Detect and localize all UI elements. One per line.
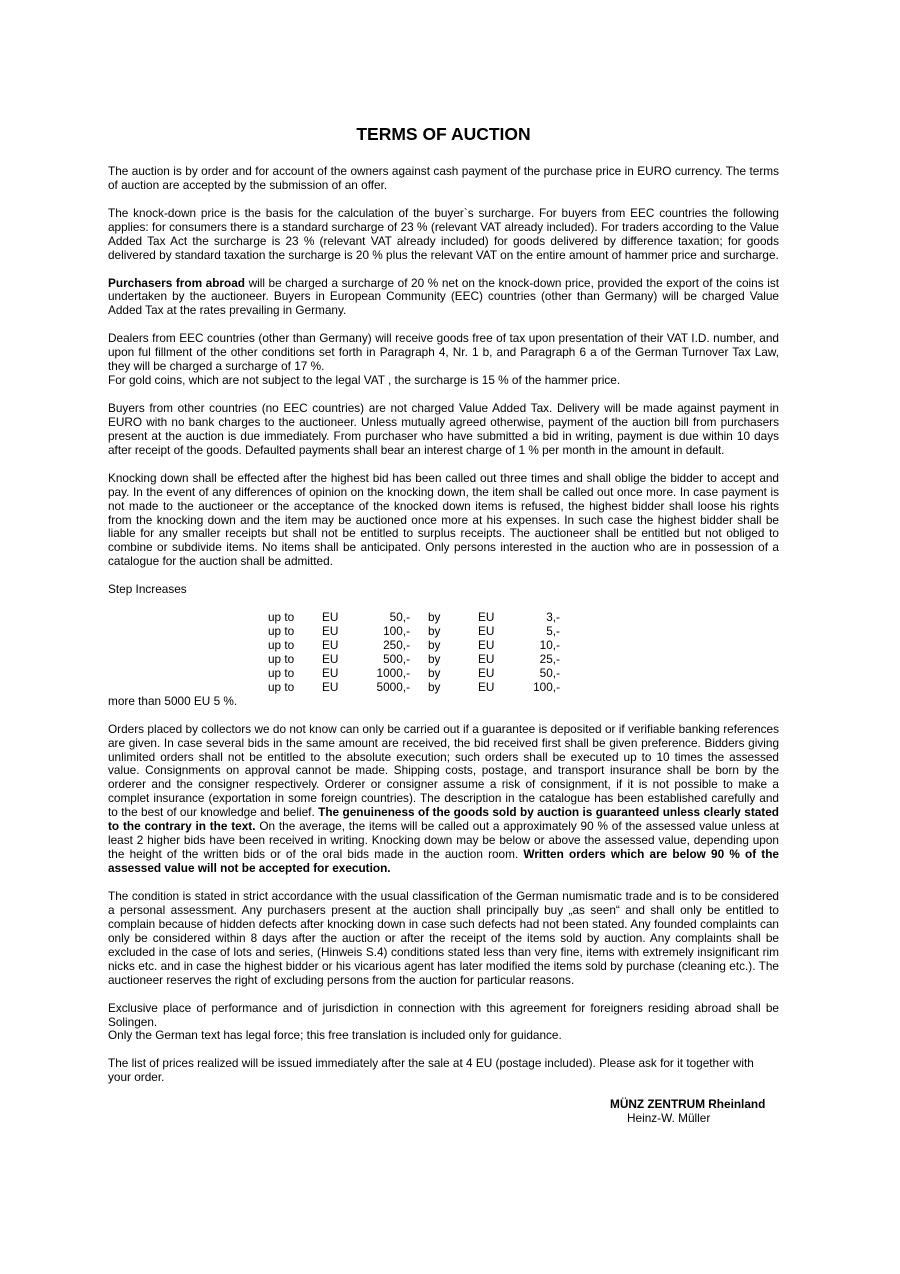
step-increment-amount: 5,- <box>546 624 560 639</box>
terms-body <box>108 165 779 1099</box>
step-increase-row <box>268 681 560 695</box>
step-limit-amount: 500,- <box>383 651 410 666</box>
step-prefix: up to <box>268 637 295 652</box>
paragraph-gold-coins: For gold coins, which are not subject to the legal VAT , the surcharge is 15 % of the hammer price. <box>108 373 621 388</box>
step-increment-currency: EU <box>478 651 495 666</box>
step-limit-currency: EU <box>322 610 339 625</box>
purchasers-abroad-text: will be charged a surcharge of 20 % net on the knock-down price, provided the export of the coins ist undertaken by the auctioneer. Buyers in European Community (EEC) countries (other than Germany) will be charged Value Added Tax at the rates prevailing in Germany. <box>108 275 779 318</box>
step-prefix: up to <box>268 665 295 680</box>
step-prefix: up to <box>268 610 295 625</box>
signature-block <box>610 1098 765 1126</box>
step-limit-amount: 5000,- <box>376 679 410 694</box>
page-title: TERMS OF AUCTION <box>356 124 531 144</box>
paragraph-knocking-down: Knocking down shall be effected after the highest bid has been called out three times and shall oblige the bidder to accept and pay. In the event of any differences of opinion on the knocking down, the item shall be called out once more. In case payment is not made to the auctioneer or the acceptance of the knocked down items is refused, the highest bidder shall loose his rights from the knocking down and the item may be auctioned once more at his expenses. In such case the highest bidder shall be liable for any smaller receipts but shall not be entitled to surplus receipts. The auctioneer shall be entitled but not obliged to combine or subdivide items. No items shall be anticipated. Only persons interested in the auction who are in possession of a catalogue for the auction shall be admitted. <box>108 470 779 569</box>
written-orders-note: Written orders which are below 90 % of the assessed value will not be accepted for execution. <box>108 847 779 876</box>
genuineness-guarantee: The genuineness of the goods sold by auction is guaranteed unless clearly stated to the contrary in the text. <box>108 805 780 834</box>
step-limit-amount: 100,- <box>383 624 410 639</box>
paragraph-price-list: The list of prices realized will be issued immediately after the sale at 4 EU (postage included). Please ask for it together with your order. <box>108 1056 754 1085</box>
step-by: by <box>428 610 441 625</box>
purchasers-abroad-heading: Purchasers from abroad <box>108 275 245 290</box>
step-by: by <box>428 651 441 666</box>
step-increment-amount: 25,- <box>539 651 560 666</box>
orders-text-2: On the average, the items will be called out a approximately 90 % of the assessed value unless at least 2 higher bids have been received in writing. Knocking down may be below or above the assessed value, depending upon the height of the written bids or of the oral bids made in the auction room. <box>108 819 780 862</box>
legal-force-note: Only the German text has legal force; this free translation is included only for guidance. <box>108 1028 562 1043</box>
step-prefix: up to <box>268 679 295 694</box>
step-prefix: up to <box>268 651 295 666</box>
step-increment-currency: EU <box>478 665 495 680</box>
paragraph-purchasers-abroad <box>108 277 779 319</box>
step-increment-currency: EU <box>478 624 495 639</box>
paragraph-condition: The condition is stated in strict accordance with the usual classification of the German numismatic trade and is to be considered a personal assessment. Any purchasers present at the auction shall principally buy „as seen“ and shall only be entitled to complain because of hidden defects after knocking down in case such defects had not been stated. Any founded complaints can only be considered within 8 days after the auction or after the receipt of the items sold by auction. Any complaints shall be excluded in the case of lots and series, (Hinweis S.4) conditions stated less than very fine, items with extremely insignificant rim nicks etc. and in case the highest bidder or his vicarious agent has later modified the items sold by purchase (cleaning etc.). The auctioneer reserves the right of excluding persons from the auction for particular reasons. <box>108 889 779 987</box>
step-increases-more-than: more than 5000 EU 5 %. <box>108 693 238 708</box>
step-increase-row <box>268 611 560 625</box>
paragraph-surcharge: The knock-down price is the basis for the calculation of the buyer`s surcharge. For buyers from EEC countries the following applies: for consumers there is a standard surcharge of 23 % (relevant VAT already included). For traders according to the Value Added Tax Act the surcharge is 23 % (relevant VAT already included) for goods delivered by difference taxation; for goods delivered by standard taxation the surcharge is 20 % plus the relevant VAT on the entire amount of hammer price and surcharge. <box>108 205 779 262</box>
company-name: MÜNZ ZENTRUM Rheinland <box>610 1097 766 1111</box>
paragraph-payment: The auction is by order and for account of the owners against cash payment of the purchase price in EURO currency. The terms of auction are accepted by the submission of an offer. <box>108 164 779 192</box>
step-increases-table <box>268 611 560 695</box>
step-by: by <box>428 637 441 652</box>
step-increases-heading: Step Increases <box>108 582 187 597</box>
step-increment-amount: 10,- <box>539 637 560 652</box>
paragraph-other-countries: Buyers from other countries (no EEC countries) are not charged Value Added Tax. Delivery will be made against payment in EURO with no bank charges to the auctioneer. Unless mutually agreed otherwise, payment of the auction bill from purchasers present at the auction is due immediately. From purchaser who have submitted a bid in writing, payment is due within 10 days after receipt of the goods. Defaulted payments shall bear an interest charge of 1 % per month in the amount in default. <box>108 400 779 457</box>
step-by: by <box>428 665 441 680</box>
step-by: by <box>428 624 441 639</box>
signatory-name: Heinz-W. Müller <box>627 1110 711 1125</box>
step-increment-amount: 50,- <box>539 665 560 680</box>
paragraph-orders <box>108 723 779 876</box>
step-increase-row <box>268 625 560 639</box>
step-increment-amount: 3,- <box>546 610 560 625</box>
step-increment-currency: EU <box>478 679 495 694</box>
paragraph-eec-dealers: Dealers from EEC countries (other than Germany) will receive goods free of tax upon presentation of their VAT I.D. number, and upon ful fillment of the other conditions set forth in Paragraph 4, Nr. 1 b, and Paragraph 6 a of the German Turnover Tax Law, they will be charged a surcharge of 17 %. <box>108 331 779 374</box>
step-limit-amount: 1000,- <box>376 665 410 680</box>
step-increment-currency: EU <box>478 637 495 652</box>
paragraph-jurisdiction: Exclusive place of performance and of jurisdiction in connection with this agreement for foreigners residing abroad shall be Solingen. <box>108 1000 779 1029</box>
step-increase-row <box>268 639 560 653</box>
step-limit-currency: EU <box>322 679 339 694</box>
step-increment-amount: 100,- <box>533 679 560 694</box>
step-increase-row <box>268 653 560 667</box>
step-limit-currency: EU <box>322 651 339 666</box>
step-increase-row <box>268 667 560 681</box>
step-limit-currency: EU <box>322 624 339 639</box>
step-increment-currency: EU <box>478 610 495 625</box>
step-limit-amount: 50,- <box>389 610 410 625</box>
step-prefix: up to <box>268 624 295 639</box>
step-by: by <box>428 679 441 694</box>
step-limit-amount: 250,- <box>383 637 410 652</box>
orders-text-1: Orders placed by collectors we do not know can only be carried out if a guarantee is deposited or if verifiable banking references are given. In case several bids in the same amount are received, the bid received first shall be given preference. Bidders giving unlimited orders shall not be entitled to the absolute execution; such orders shall be executed up to 10 times the assessed value. Consignments on approval cannot be made. Shipping costs, postage, and transport insurance shall be born by the orderer and the consigner respectively. Orderer or consigner assume a risk of consignment, if it is not possible to make a complet insurance (exportation in some foreign countries). The description in the catalogue has been established carefully and to the best of our knowledge and belief. <box>108 721 779 820</box>
step-limit-currency: EU <box>322 665 339 680</box>
step-limit-currency: EU <box>322 637 339 652</box>
